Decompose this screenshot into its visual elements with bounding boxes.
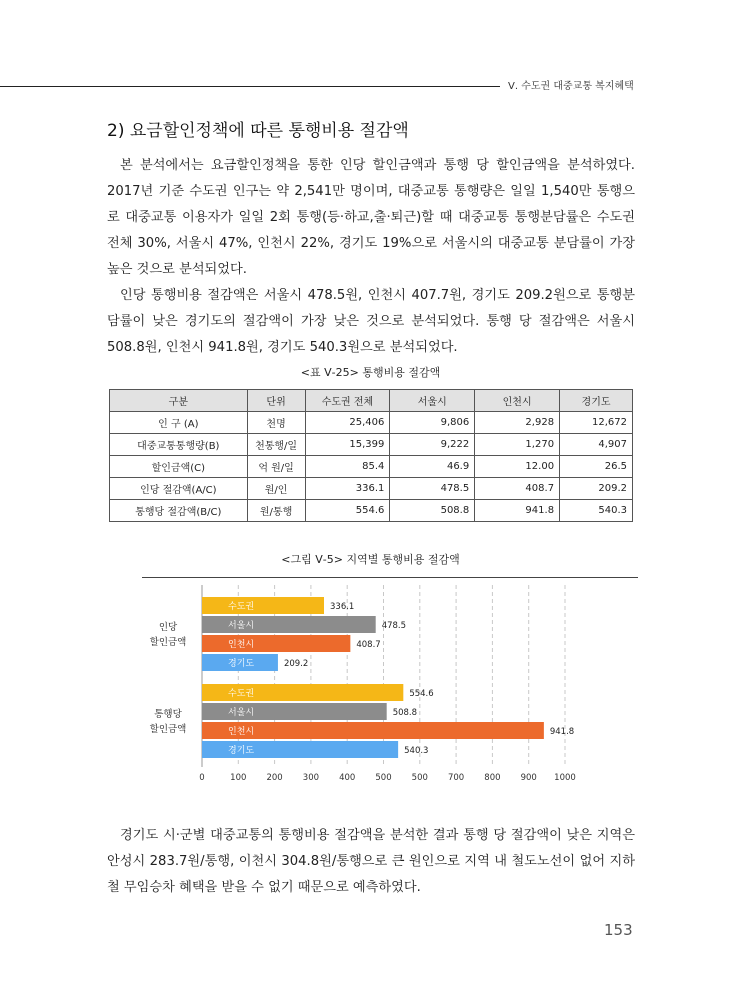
bar-value-label: 209.2: [283, 659, 309, 669]
row-label: 인당 절감액(A/C): [110, 478, 248, 500]
bar-category-label: 인천시: [228, 640, 255, 650]
cell-value: 12,672: [560, 412, 633, 434]
cell-value: 508.8: [390, 500, 475, 522]
bar-value-label: 336.1: [330, 602, 355, 612]
section-title: 2) 요금할인정책에 따른 통행비용 절감액: [107, 121, 409, 141]
bar-category-label: 수도권: [228, 602, 255, 612]
cell-value: 209.2: [560, 478, 633, 500]
bar-value-label: 408.7: [356, 640, 381, 650]
cell-value: 1,270: [475, 434, 560, 456]
cell-value: 85.4: [305, 456, 390, 478]
table-row: [110, 500, 633, 522]
header-seoul: 서울시: [390, 390, 475, 412]
cell-value: 9,806: [390, 412, 475, 434]
paragraph-3: 경기도 시·군별 대중교통의 통행비용 절감액을 분석한 결과 통행 당 절감액이 낮은 지역은 안성시 283.7원/통행, 이천시 304.8원/통행으로 큰 원인으로 지역 내 철도노선이 없어 지하철 무임승차 혜택을 받을 수 없기 때문으로 예측하였다.: [107, 828, 635, 895]
cell-value: 9,222: [390, 434, 475, 456]
cell-value: 15,399: [305, 434, 390, 456]
x-tick-label: 0: [199, 773, 205, 783]
group-label: 인당: [158, 622, 178, 633]
bar-category-label: 경기도: [228, 746, 255, 756]
table-header-row: [110, 390, 633, 412]
header-rule: [0, 86, 500, 87]
table-caption: <표 Ⅴ-25> 통행비용 절감액: [300, 366, 441, 379]
bar-category-label: 서울시: [228, 621, 255, 631]
x-tick-label: 800: [484, 773, 501, 783]
group-label: 할인금액: [149, 637, 187, 648]
bar-value-label: 554.6: [409, 689, 434, 699]
x-tick-label: 700: [447, 773, 465, 783]
cell-value: 12.00: [475, 456, 560, 478]
row-label: 대중교통통행량(B): [110, 434, 248, 456]
cell-value: 336.1: [305, 478, 390, 500]
bar-value-label: 508.8: [392, 708, 418, 718]
x-tick-label: 1000: [554, 773, 576, 783]
row-unit: 억 원/일: [247, 456, 305, 478]
bar-category-label: 인천시: [228, 727, 255, 737]
bar-value-label: 941.8: [549, 727, 575, 737]
table-row: [110, 412, 633, 434]
header-incheon: 인천시: [475, 390, 560, 412]
group-label: 통행당: [154, 709, 182, 720]
header-gyeonggi: 경기도: [560, 390, 633, 412]
page-number: 153: [604, 921, 633, 939]
cell-value: 26.5: [560, 456, 633, 478]
x-tick-label: 300: [302, 773, 320, 783]
cell-value: 25,406: [305, 412, 390, 434]
header-capital-area: 수도권 전체: [305, 390, 390, 412]
savings-table: [109, 389, 633, 522]
x-tick-label: 500: [411, 773, 428, 783]
bar-category-label: 수도권: [228, 689, 255, 699]
cell-value: 941.8: [475, 500, 560, 522]
cell-value: 2,928: [475, 412, 560, 434]
savings-bar-chart: [142, 577, 638, 787]
row-unit: 원/인: [247, 478, 305, 500]
paragraph-2: 인당 통행비용 절감액은 서울시 478.5원, 인천시 407.7원, 경기도 209.2원으로 통행분담률이 낮은 경기도의 절감액이 가장 낮은 것으로 분석되었다. 통행 당 절감액은 서울시 508.8원, 인천시 941.8원, 경기도 540.3원으로 분석되었다.: [107, 288, 635, 355]
bar: [202, 597, 324, 614]
x-tick-label: 200: [266, 773, 283, 783]
bar: [202, 635, 350, 652]
chart-canvas: [142, 577, 638, 787]
body-conclusion: [107, 823, 635, 901]
figure-caption: <그림 Ⅴ-5> 지역별 통행비용 절감액: [281, 553, 460, 566]
paragraph-1: 본 분석에서는 요금할인정책을 통한 인당 할인금액과 통행 당 할인금액을 분석하였다. 2017년 기준 수도권 인구는 약 2,541만 명이며, 대중교통 통행량은 일일 1,540만 통행으로 대중교통 이용자가 일일 2회 통행(등·하교,출·퇴근)할 때 대중교통 통행분담률은 수도권 전체 30%, 서울시 47%, 인천시 22%, 경기도 19%으로 서울시의 대중교통 분담률이 가장 높은 것으로 분석되었다.: [107, 158, 635, 277]
row-label: 인 구 (A): [110, 412, 248, 434]
cell-value: 4,907: [560, 434, 633, 456]
running-header: Ⅴ. 수도권 대중교통 복지혜택: [508, 81, 634, 92]
row-label: 할인금액(C): [110, 456, 248, 478]
header-category: 구분: [110, 390, 248, 412]
table-row: [110, 434, 633, 456]
bar-value-label: 540.3: [404, 746, 429, 756]
cell-value: 46.9: [390, 456, 475, 478]
row-unit: 천명: [247, 412, 305, 434]
bar-category-label: 경기도: [228, 659, 255, 669]
x-tick-label: 500: [375, 773, 392, 783]
row-unit: 천통행/일: [247, 434, 305, 456]
body-intro: [107, 153, 635, 361]
cell-value: 408.7: [475, 478, 560, 500]
x-tick-label: 100: [230, 773, 247, 783]
x-tick-label: 400: [339, 773, 356, 783]
bar-value-label: 478.5: [381, 621, 407, 631]
cell-value: 478.5: [390, 478, 475, 500]
header-unit: 단위: [247, 390, 305, 412]
row-label: 통행당 절감액(B/C): [110, 500, 248, 522]
cell-value: 540.3: [560, 500, 633, 522]
group-label: 할인금액: [149, 724, 187, 735]
table-row: [110, 456, 633, 478]
cell-value: 554.6: [305, 500, 390, 522]
bar-category-label: 서울시: [228, 708, 255, 718]
x-tick-label: 900: [520, 773, 537, 783]
row-unit: 원/통행: [247, 500, 305, 522]
table-row: [110, 478, 633, 500]
